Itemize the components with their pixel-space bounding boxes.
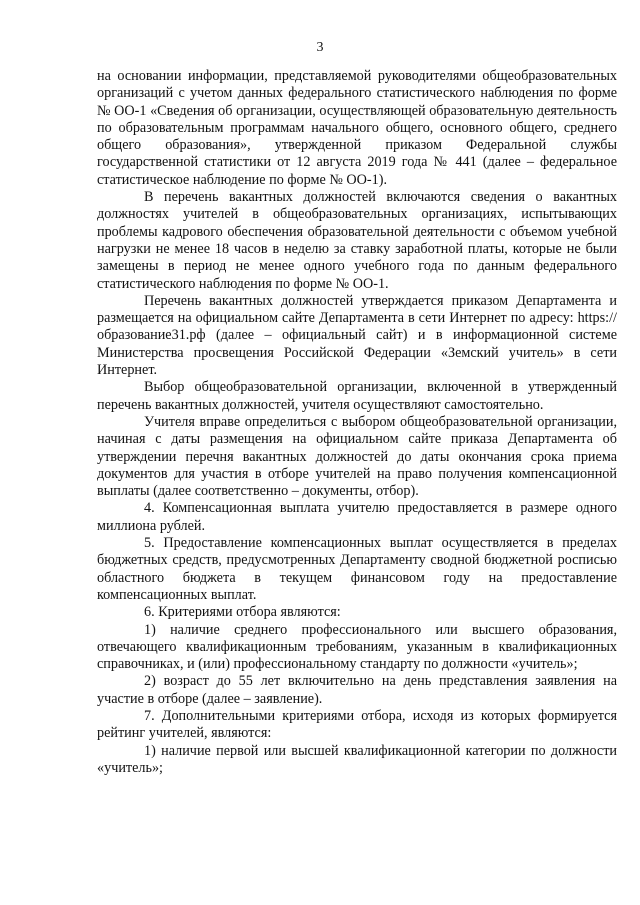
paragraph-item-7: 7. Дополнительными критериями отбора, исходя из которых формируется рейтинг учителей, являются: [97, 707, 617, 742]
document-body [97, 68, 617, 777]
paragraph-item-6-1: 1) наличие среднего профессионального или высшего образования, отвечающего квалификационным требованиям, указанным в квалификационных справочниках, и (или) профессиональному стандарту по должности «учитель»; [97, 621, 617, 673]
paragraph-teacher-choice-period: Учителя вправе определиться с выбором общеобразовательной организации, начиная с даты размещения на официальном сайте приказа Департамента об утверждении перечня вакантных должностей до даты окончания срока приема документов для участия в отборе учителей на право получения компенсационной выплаты (далее соответственно – документы, отбор). [97, 413, 617, 500]
paragraph-organization-choice: Выбор общеобразовательной организации, включенной в утвержденный перечень вакантных должностей, учителя осуществляют самостоятельно. [97, 379, 617, 413]
paragraph-item-6: 6. Критериями отбора являются: [144, 604, 341, 621]
paragraph-item-4: 4. Компенсационная выплата учителю предоставляется в размере одного миллиона рублей. [97, 500, 617, 534]
paragraph-vacancy-list-content: В перечень вакантных должностей включаются сведения о вакантных должностях учителей в общеобразовательных организациях, испытывающих проблемы кадрового обеспечения образовательной деятельности с объемом учебной нагрузки не менее 18 часов в неделю за ставку заработной платы, которые не были замещены в период не менее одного учебного года по данным федерального статистического наблюдения по форме № ОО-1. [97, 189, 617, 292]
paragraph-vacancy-list-approval: Перечень вакантных должностей утверждается приказом Департамента и размещается на официальном сайте Департамента в сети Интернет по адресу: https://образование31.рф (далее – официальный сайт) и в информационной системе Министерства просвещения Российской Федерации «Земский учитель» в сети Интернет. [97, 292, 617, 379]
paragraph-continuation: на основании информации, представляемой руководителями общеобразовательных организаций с учетом данных федерального статистического наблюдения по форме № ОО-1 «Сведения об организации, осуществляющей образовательную деятельность по образовательным программам начального общего, основного общего, среднего общего образования», утвержденной приказом Федеральной службы государственной статистики от 12 августа 2019 года № 441 (далее – федеральное статистическое наблюдение по форме № ОО-1). [97, 68, 617, 188]
paragraph-item-6-2: 2) возраст до 55 лет включительно на день представления заявления на участие в отборе (далее – заявление). [97, 673, 617, 707]
page-number: 3 [316, 40, 324, 55]
paragraph-item-5: 5. Предоставление компенсационных выплат осуществляется в пределах бюджетных средств, предусмотренных Департаменту сводной бюджетной росписью областного бюджета в текущем финансовом году на предоставление компенсационных выплат. [97, 535, 617, 603]
paragraph-item-7-1: 1) наличие первой или высшей квалификационной категории по должности «учитель»; [97, 742, 617, 776]
